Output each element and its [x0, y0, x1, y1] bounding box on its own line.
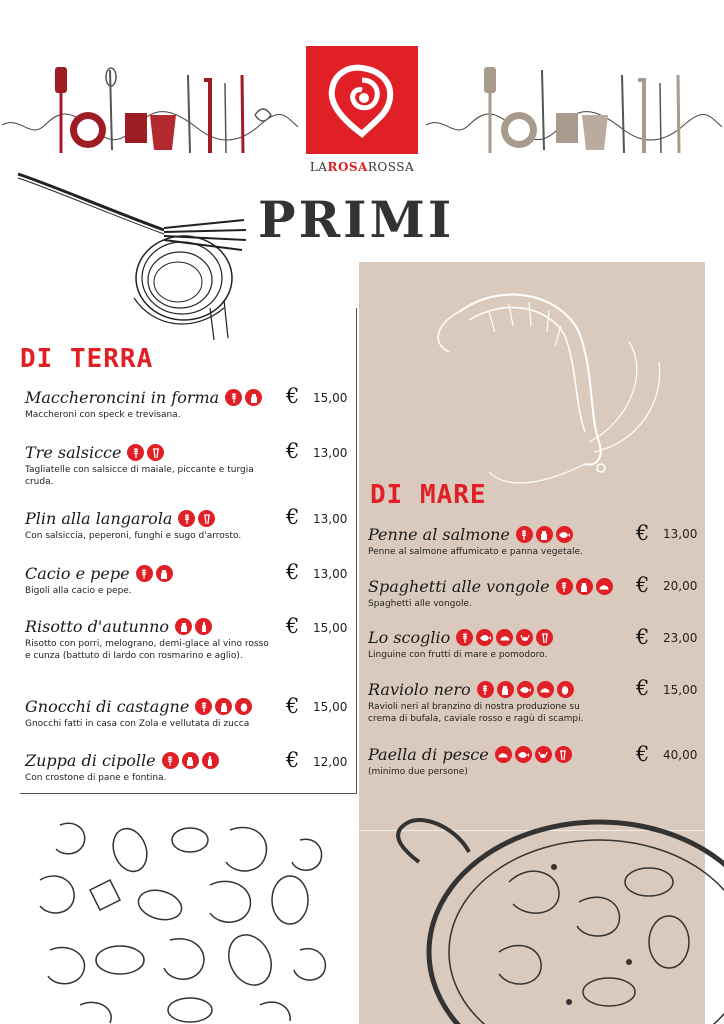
dish-price: 13,00 [313, 446, 348, 460]
allergen-icons [516, 526, 573, 543]
milk-icon [536, 526, 553, 543]
wheat-icon [477, 681, 494, 698]
dish-description: Spaghetti alle vongole. [368, 599, 472, 609]
dish-description: Con salsiccia, peperoni, funghi e sugo d'arrosto. [25, 531, 242, 541]
allergen-icons [225, 389, 262, 406]
wheat-icon [127, 444, 144, 461]
dish-description: Bigoli alla cacio e pepe. [25, 586, 132, 596]
dish-name: Risotto d'autunno [25, 617, 170, 636]
milk-icon [215, 698, 232, 715]
dish-description: Con crostone di pane e fontina. [25, 773, 167, 783]
euro-sign: € [286, 694, 300, 718]
shellfish-icon [496, 629, 513, 646]
dish-description: Risotto con porri, melograno, demi-glace al vino rosso e cunza (battuto di lardo con rosmarino e aglio). [25, 639, 269, 661]
wheat-icon [556, 578, 573, 595]
fork-spaghetti-illustration [14, 168, 254, 343]
shrimp-illustration [389, 272, 669, 502]
dish-price: 12,00 [313, 755, 348, 769]
menu-item [25, 564, 275, 597]
euro-sign: € [636, 742, 650, 766]
kitchen-utensils-illustration [0, 55, 300, 165]
dish-price: 40,00 [663, 748, 698, 762]
dish-name: Plin alla langarola [25, 509, 173, 528]
celery-icon [147, 444, 164, 461]
menu-item [25, 697, 275, 730]
column-divider [356, 308, 357, 793]
dish-description: Penne al salmone affumicato e panna vegetale. [368, 547, 583, 557]
euro-sign: € [286, 384, 300, 408]
dish-price: 13,00 [663, 527, 698, 541]
allergen-icons [162, 752, 219, 769]
fish-icon [556, 526, 573, 543]
menu-item [25, 443, 275, 488]
allergen-icons [495, 746, 572, 763]
euro-sign: € [636, 676, 650, 700]
milk-icon [182, 752, 199, 769]
euro-sign: € [286, 748, 300, 772]
wheat-icon [225, 389, 242, 406]
celery-icon [198, 510, 215, 527]
wheat-icon [456, 629, 473, 646]
dish-name: Paella di pesce [368, 745, 489, 764]
dish-price: 13,00 [313, 567, 348, 581]
euro-sign: € [636, 521, 650, 545]
brand-name: LAROSAROSSA [309, 160, 415, 174]
dish-name: Cacio e pepe [25, 564, 130, 583]
menu-item [25, 509, 275, 542]
wheat-icon [136, 565, 153, 582]
milk-icon [576, 578, 593, 595]
celery-icon [555, 746, 572, 763]
allergen-icons [127, 444, 164, 461]
dish-price: 13,00 [313, 512, 348, 526]
menu-item [368, 525, 628, 558]
dish-name: Lo scoglio [368, 628, 451, 647]
fish-icon [476, 629, 493, 646]
dish-price: 20,00 [663, 579, 698, 593]
fish-icon [517, 681, 534, 698]
milk-icon [175, 618, 192, 635]
brand-logo [306, 46, 418, 176]
milk-icon [497, 681, 514, 698]
dish-price: 15,00 [313, 700, 348, 714]
menu-item [25, 751, 275, 784]
dish-name: Penne al salmone [368, 525, 510, 544]
section-divider [20, 793, 357, 794]
dish-name: Zuppa di cipolle [25, 751, 156, 770]
bottle-icon [195, 618, 212, 635]
shellfish-icon [537, 681, 554, 698]
section-title-mare: DI MARE [370, 480, 487, 510]
dish-name: Maccheroncini in forma [25, 388, 220, 407]
allergen-icons [556, 578, 613, 595]
dish-description: Gnocchi fatti in casa con Zola e vellutata di zucca [25, 719, 250, 729]
dish-description: Tagliatelle con salsicce di maiale, piccante e turgia cruda. [25, 465, 254, 487]
dish-description: (minimo due persone) [368, 767, 468, 777]
allergen-icons [178, 510, 215, 527]
menu-item [25, 388, 275, 421]
dish-description: Linguine con frutti di mare e pomodoro. [368, 650, 548, 660]
crab-icon [535, 746, 552, 763]
euro-sign: € [286, 614, 300, 638]
wheat-icon [516, 526, 533, 543]
shellfish-icon [596, 578, 613, 595]
rose-logo-icon [306, 46, 418, 154]
wheat-icon [162, 752, 179, 769]
allergen-icons [456, 629, 553, 646]
allergen-icons [175, 618, 212, 635]
wheat-icon [178, 510, 195, 527]
allergen-icons [477, 681, 574, 698]
menu-item [368, 680, 630, 725]
celery-icon [536, 629, 553, 646]
menu-item [368, 577, 630, 610]
pasta-shapes-illustration [20, 810, 350, 1024]
dish-description: Maccheroni con speck e trevisana. [25, 410, 181, 420]
euro-sign: € [286, 560, 300, 584]
milk-icon [156, 565, 173, 582]
bottle-icon [202, 752, 219, 769]
euro-sign: € [286, 505, 300, 529]
dish-name: Spaghetti alle vongole [368, 577, 550, 596]
dish-description: Ravioli neri al branzino di nostra produzione su crema di bufala, caviale rosso e ragù di scampi. [368, 702, 584, 724]
dish-price: 15,00 [313, 621, 348, 635]
euro-sign: € [286, 439, 300, 463]
egg-icon [235, 698, 252, 715]
dish-name: Tre salsicce [25, 443, 122, 462]
dish-price: 23,00 [663, 631, 698, 645]
allergen-icons [195, 698, 252, 715]
paella-pan-illustration [379, 792, 724, 1024]
menu-item [25, 617, 275, 662]
shellfish-icon [495, 746, 512, 763]
euro-sign: € [636, 625, 650, 649]
fish-icon [515, 746, 532, 763]
dish-price: 15,00 [313, 391, 348, 405]
euro-sign: € [636, 573, 650, 597]
dish-name: Gnocchi di castagne [25, 697, 190, 716]
kitchen-utensils-illustration [424, 55, 724, 165]
section-title-terra: DI TERRA [20, 344, 154, 374]
page-title: PRIMI [258, 190, 455, 249]
egg-icon [557, 681, 574, 698]
dish-price: 15,00 [663, 683, 698, 697]
wheat-icon [195, 698, 212, 715]
crab-icon [516, 629, 533, 646]
dish-name: Raviolo nero [368, 680, 471, 699]
menu-item [368, 628, 630, 661]
milk-icon [245, 389, 262, 406]
menu-item [368, 745, 630, 778]
allergen-icons [136, 565, 173, 582]
